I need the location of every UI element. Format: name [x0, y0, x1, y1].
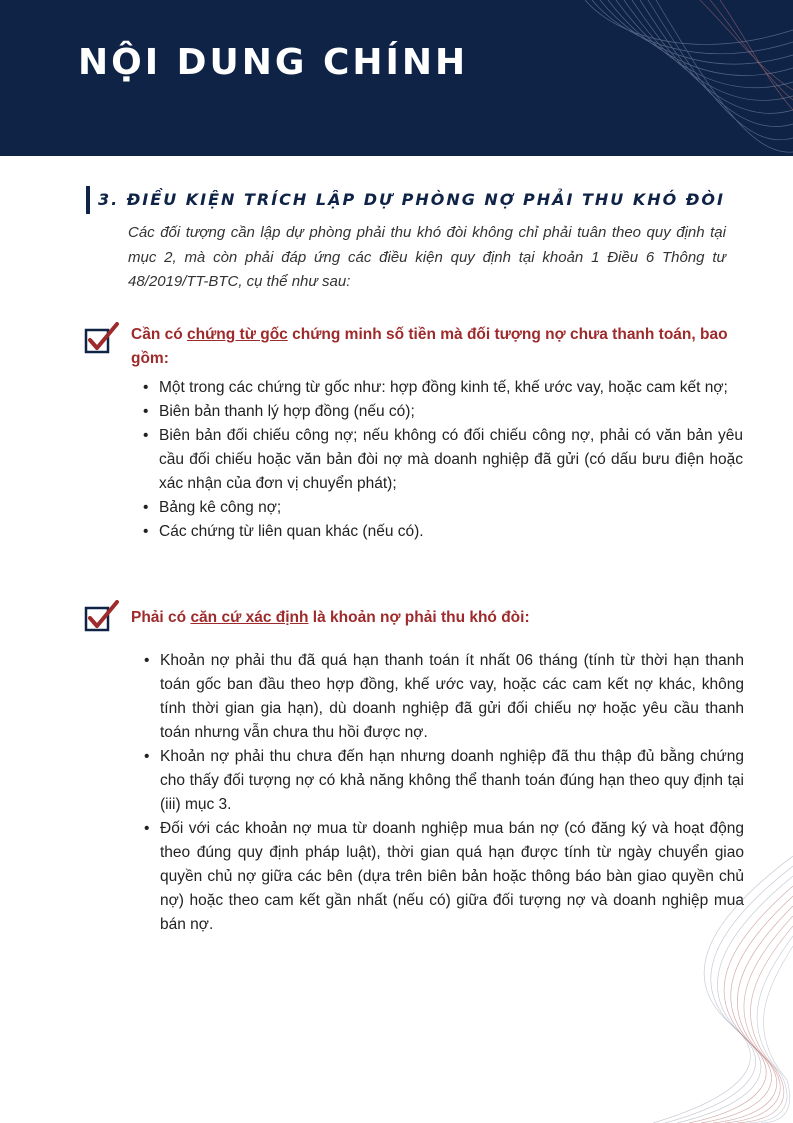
intro-paragraph: Các đối tượng cần lập dự phòng phải thu khó đòi không chỉ phải tuân theo quy định tại mục 2, mà còn phải đáp ứng các điều kiện quy định tại khoản 1 Điều 6 Thông tư 48/2019/TT-BTC, cụ thể như sau:: [128, 224, 726, 290]
list-item: • Khoản nợ phải thu đã quá hạn thanh toán ít nhất 06 tháng (tính từ thời hạn thanh toán gốc ban đầu theo hợp đồng, khế ước vay, hoặc các cam kết nợ khác, không tính thời gian gia hạn), dù doanh nghiệp đã gửi đối chiếu nợ hoặc yêu cầu thanh toán nhưng vẫn chưa thu hồi được nợ.: [144, 649, 744, 745]
list-item: • Các chứng từ liên quan khác (nếu có).: [143, 520, 743, 544]
list-item: • Khoản nợ phải thu chưa đến hạn nhưng doanh nghiệp đã thu thập đủ bằng chứng cho thấy đối tượng nợ có khả năng không thể thanh toán đúng hạn theo quy định tại (iii) mục 3.: [144, 745, 744, 817]
header-banner: [0, 0, 793, 156]
criterion-tail: là khoản nợ phải thu khó đòi:: [308, 609, 530, 626]
list-item: • Một trong các chứng từ gốc như: hợp đồng kinh tế, khế ước vay, hoặc cam kết nợ;: [143, 376, 743, 400]
section-heading: 3. ĐIỀU KIỆN TRÍCH LẬP DỰ PHÒNG NỢ PHẢI THU KHÓ ĐÒI: [86, 186, 725, 214]
checkbox-check-icon: [84, 322, 120, 356]
list-item: • Bảng kê công nợ;: [143, 496, 743, 520]
page-title: NỘI DUNG CHÍNH: [78, 42, 469, 83]
criterion-underlined: chứng từ gốc: [186, 326, 288, 343]
checkbox-check-icon: [84, 600, 120, 634]
criterion-tail: chứng minh số tiền mà đối tượng nợ chưa thanh toán, bao gồm:: [131, 326, 728, 367]
list-item: • Biên bản thanh lý hợp đồng (nếu có);: [143, 400, 743, 424]
criterion-lead: Cần có: [131, 326, 187, 343]
criterion-underlined: căn cứ xác định: [190, 609, 309, 626]
criterion-list: [143, 376, 743, 544]
criterion-heading: [131, 323, 749, 371]
list-item: • Đối với các khoản nợ mua từ doanh nghiệp mua bán nợ (có đăng ký và hoạt động theo đúng quy định pháp luật), thời gian quá hạn được tính từ ngày chuyển giao quyền chủ nợ giữa các bên (dựa trên biên bản hoặc thông báo bàn giao quyền chủ nợ) hoặc theo cam kết gần nhất (nếu có) giữa đối tượng nợ và doanh nghiệp mua bán nợ.: [144, 817, 744, 937]
list-item: • Biên bản đối chiếu công nợ; nếu không có đối chiếu công nợ, phải có văn bản yêu cầu đối chiếu hoặc văn bản đòi nợ mà doanh nghiệp đã gửi (có dấu bưu điện hoặc xác nhận của đơn vị chuyển phát);: [143, 424, 743, 496]
decorative-waves-bottom: [593, 856, 793, 1123]
criterion-heading: [131, 606, 749, 630]
criterion-lead: Phải có: [131, 609, 191, 626]
